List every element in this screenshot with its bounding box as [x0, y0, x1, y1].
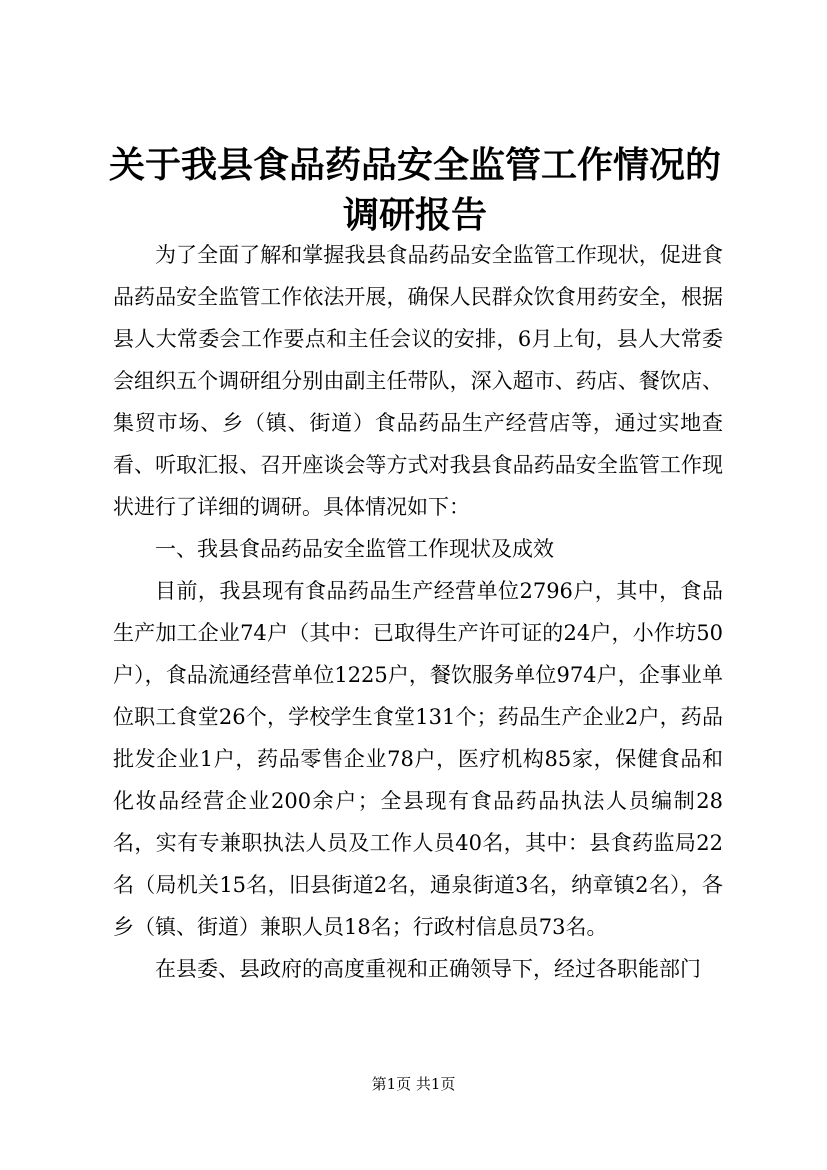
document-body — [113, 234, 723, 990]
document-title: 关于我县食品药品安全监管工作情况的调研报告 — [108, 144, 721, 236]
paragraph-statistics: 目前，我县现有食品药品生产经营单位2796户，其中，食品生产加工企业74户（其中：已取得生产许可证的24户，小作坊50户），食品流通经营单位1225户，餐饮服务单位974户，企事业单位职工食堂26个，学校学生食堂131个；药品生产企业2户，药品批发企业1户，药品零售企业78户，医疗机构85家，保健食品和化妆品经营企业200余户；全县现有食品药品执法人员编制28名，实有专兼职执法人员及工作人员40名，其中：县食药监局22名（局机关15名，旧县街道2名，通泉街道3名，纳章镇2名），各乡（镇、街道）兼职人员18名；行政村信息员73名。 — [113, 579, 723, 939]
paragraph-intro: 为了全面了解和掌握我县食品药品安全监管工作现状，促进食品药品安全监管工作依法开展，确保人民群众饮食用药安全，根据县人大常委会工作要点和主任会议的安排，6月上旬，县人大常委会组织五个调研组分别由副主任带队，深入超市、药店、餐饮店、集贸市场、乡（镇、街道）食品药品生产经营店等，通过实地查看、听取汇报、召开座谈会等方式对我县食品药品安全监管工作现状进行了详细的调研。具体情况如下： — [113, 243, 723, 519]
paragraph-continuation: 在县委、县政府的高度重视和正确领导下，经过各职能部门 — [155, 957, 701, 981]
page-footer: 第1页 共1页 — [371, 1075, 456, 1093]
section-heading: 一、我县食品药品安全监管工作现状及成效 — [155, 537, 554, 561]
